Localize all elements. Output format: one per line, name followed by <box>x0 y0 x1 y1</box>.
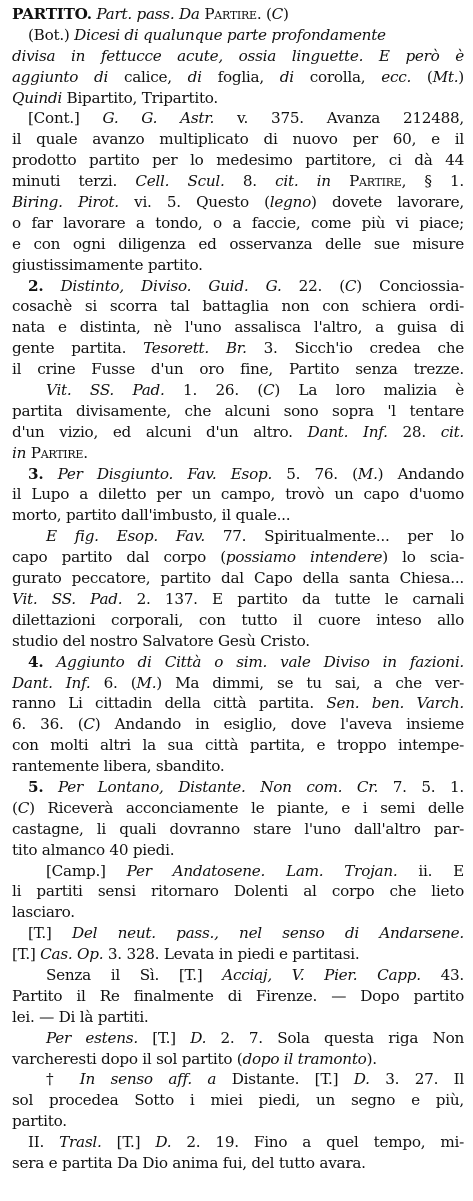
text-line: [Cont.] G. G. Astr. v. 375. Avanza 212488, <box>28 109 464 128</box>
text-line: d'un vizio, ed alcuni d'un altro. Dant. Inf. 28. cit. <box>12 422 464 441</box>
text-line: Biring. Pirot. vi. 5. Questo (legno) dovete lavorare, <box>12 193 464 212</box>
text-line: Dant. Inf. 6. (M.) Ma dimmi, se tu sai, a che ver- <box>12 673 464 692</box>
text-line: sera e partita Da Dio anima fui, del tutto avara. <box>12 1153 366 1172</box>
text-line: aggiunto di calice, di foglia, di corolla, ecc. (Mt.) <box>12 67 464 86</box>
text-line: tito almanco 40 piedi. <box>12 840 175 859</box>
text-line: o far lavorare a tondo, o a faccie, come più vi piace; <box>12 213 464 232</box>
text-line: con molti altri la sua città partita, e troppo intempe- <box>12 736 464 755</box>
entry-headword-line: PARTITO. Part. pass. Da Partire. (C) <box>12 5 289 23</box>
text-line: † In senso aff. a Distante. [T.] D. 3. 27. Il <box>46 1070 464 1089</box>
text-line: lasciaro. <box>12 903 75 922</box>
text-line: rantemente libera, sbandito. <box>12 757 225 776</box>
text-line: [Camp.] Per Andatosene. Lam. Trojan. ii. E <box>46 861 464 880</box>
text-line: 4. Aggiunto di Città o sim. vale Diviso in fazioni. <box>28 652 464 671</box>
text-line: castagne, li quali dovranno stare l'uno dall'altro par- <box>12 819 464 838</box>
text-line: dilettazioni corporali, con tutto il cuore inteso allo <box>12 610 464 629</box>
text-line: e con ogni diligenza ed osservanza delle sue misure <box>12 234 464 253</box>
text-line: Partito il Re finalmente di Firenze. — Dopo partito <box>12 986 464 1005</box>
text-line: studio del nostro Salvatore Gesù Cristo. <box>12 631 310 650</box>
text-line: prodotto partito per lo medesimo partitore, ci dà 44 <box>12 151 464 170</box>
text-line: il quale avanzo multiplicato di nuovo per 60, e il <box>12 130 464 149</box>
text-line: II. Trasl. [T.] D. 2. 19. Fino a quel tempo, mi- <box>28 1133 464 1152</box>
text-line: morto, partito dall'imbusto, il quale... <box>12 506 291 525</box>
text-line: partito. <box>12 1112 67 1131</box>
text-line: 3. Per Disgiunto. Fav. Esop. 5. 76. (M.) Andando <box>28 464 464 483</box>
text-line: (Bot.) Dicesi di qualunque parte profondamente <box>28 25 386 44</box>
text-line: 6. 36. (C) Andando in esiglio, dove l'aveva insieme <box>12 715 464 734</box>
text-line: divisa in fettucce acute, ossia linguette. E però è <box>12 46 464 65</box>
text-line: [T.] Del neut. pass., nel senso di Andarsene. <box>28 924 464 943</box>
text-line: varcheresti dopo il sol partito (dopo il tramonto). <box>12 1049 377 1068</box>
text-line: Senza il Sì. [T.] Acciaj, V. Pier. Capp. 43. <box>46 965 464 984</box>
text-line: lei. — Di là partiti. <box>12 1007 149 1026</box>
text-line: Per estens. [T.] D. 2. 7. Sola questa riga Non <box>46 1028 464 1047</box>
text-line: partita divisamente, che alcuni sono sopra 'l tentare <box>12 401 464 420</box>
text-line: ranno Li cittadin della città partita. Sen. ben. Varch. <box>12 694 464 713</box>
text-line: il crine Fusse d'un oro fine, Partito senza trezze. <box>12 360 464 379</box>
text-line: Quindi Bipartito, Tripartito. <box>12 88 219 107</box>
text-line: 2. Distinto, Diviso. Guid. G. 22. (C) Conciossia- <box>28 276 464 295</box>
text-line: gente partita. Tesorett. Br. 3. Sicch'io credea che <box>12 339 464 358</box>
text-line: sol procedea Sotto i miei piedi, un segno e più, <box>12 1091 464 1110</box>
text-line: cosachè si scorra tal battaglia non con schiera ordi- <box>12 297 464 316</box>
text-line: li partiti sensi ritornaro Dolenti al corpo che lieto <box>12 882 464 901</box>
text-line: giustissimamente partito. <box>12 255 203 274</box>
text-line: [T.] Cas. Op. 3. 328. Levata in piedi e partitasi. <box>12 945 360 964</box>
text-line: nata e distinta, nè l'uno assalisca l'altro, a guisa di <box>12 318 464 337</box>
text-line: Vit. SS. Pad. 2. 137. E partito da tutte le carnali <box>12 589 464 608</box>
text-line: (C) Riceverà acconciamente le piante, e i semi delle <box>12 798 464 817</box>
text-line: Vit. SS. Pad. 1. 26. (C) La loro malizia è <box>46 381 464 400</box>
text-line: gurato peccatore, partito dal Capo della santa Chiesa... <box>12 569 464 588</box>
text-line: capo partito dal corpo (possiamo intendere) lo scia- <box>12 548 464 567</box>
text-line: 5. Per Lontano, Distante. Non com. Cr. 7. 5. 1. <box>28 777 464 796</box>
text-line: E fig. Esop. Fav. 77. Spiritualmente... per lo <box>46 527 464 546</box>
text-line: il Lupo a diletto per un campo, trovò un capo d'uomo <box>12 485 464 504</box>
text-line: in Partire. <box>12 443 88 462</box>
text-line: minuti terzi. Cell. Scul. 8. cit. in Partire, § 1. <box>12 172 464 191</box>
